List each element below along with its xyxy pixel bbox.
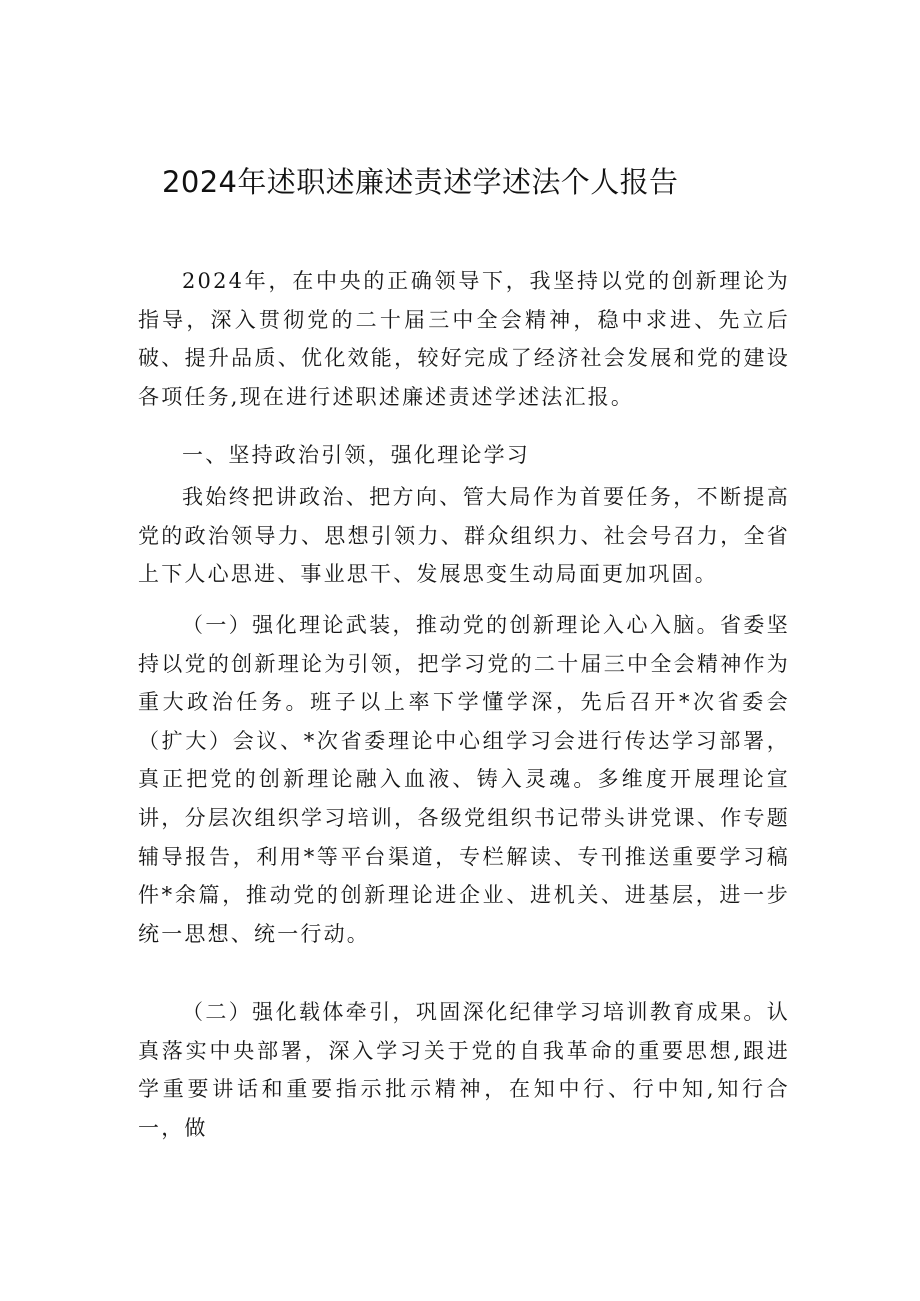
section-heading-1: 一、坚持政治引领，强化理论学习	[182, 443, 530, 467]
subsection-2-paragraph: （二）强化载体牵引，巩固深化纪律学习培训教育成果。认真落实中央部署，深入学习关于党的自我革命的重要思想,跟进学重要讲话和重要指示批示精神，在知中行、行中知,知行合一，做	[138, 1000, 790, 1140]
document-title: 2024年述职述廉述责述学述法个人报告	[162, 165, 679, 199]
intro-paragraph: 2024年，在中央的正确领导下，我坚持以党的创新理论为指导，深入贯彻党的二十届三中全会精神，稳中求进、先立后破、提升品质、优化效能，较好完成了经济社会发展和党的建设各项任务,现在进行述职述廉述责述学述法汇报。	[138, 269, 790, 409]
section-1-paragraph: 我始终把讲政治、把方向、管大局作为首要任务，不断提高党的政治领导力、思想引领力、群众组织力、社会号召力，全省上下人心思进、事业思干、发展思变生动局面更加巩固。	[138, 485, 790, 587]
subsection-1-paragraph: （一）强化理论武装，推动党的创新理论入心入脑。省委坚持以党的创新理论为引领，把学习党的二十届三中全会精神作为重大政治任务。班子以上率下学懂学深，先后召开*次省委会（扩大）会议、*次省委理论中心组学习会进行传达学习部署，真正把党的创新理论融入血液、铸入灵魂。多维度开展理论宣讲，分层次组织学习培训，各级党组织书记带头讲党课、作专题辅导报告，利用*等平台渠道，专栏解读、专刊推送重要学习稿件*余篇，推动党的创新理论进企业、进机关、进基层，进一步统一思想、统一行动。	[138, 613, 790, 946]
